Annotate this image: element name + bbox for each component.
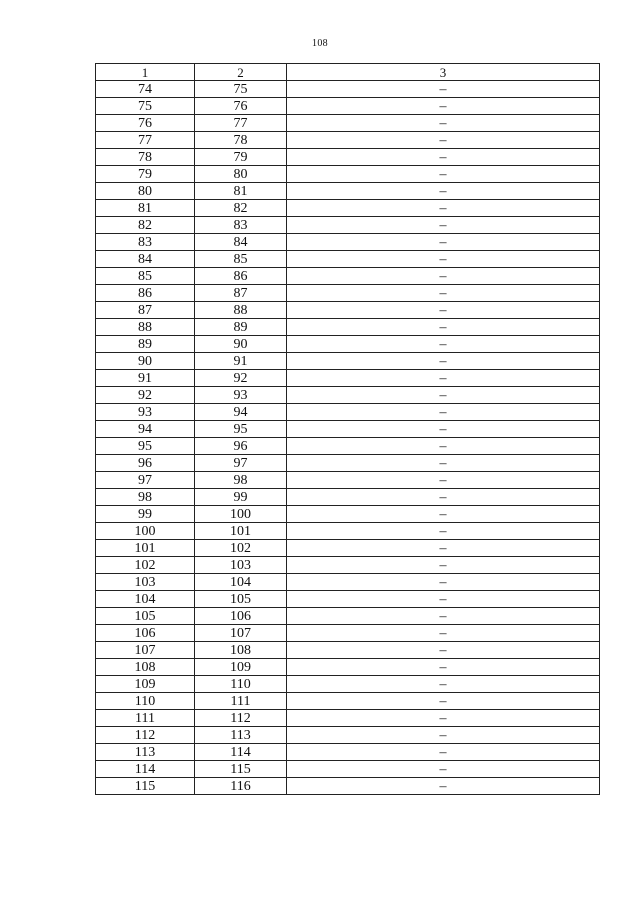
- table-cell-col-3: –: [287, 523, 600, 540]
- table-row: [96, 319, 600, 336]
- table-cell-col-3: –: [287, 200, 600, 217]
- table-cell-col-1: 110: [96, 693, 195, 710]
- table-row: [96, 710, 600, 727]
- table-cell-col-2: 110: [195, 676, 287, 693]
- table-row: [96, 404, 600, 421]
- table-cell-col-3: –: [287, 710, 600, 727]
- table-cell-col-2: 97: [195, 455, 287, 472]
- table-cell-col-3: –: [287, 489, 600, 506]
- table-cell-col-1: 90: [96, 353, 195, 370]
- table-cell-col-1: 83: [96, 234, 195, 251]
- table-cell-col-2: 78: [195, 132, 287, 149]
- table-cell-col-2: 87: [195, 285, 287, 302]
- table-cell-col-2: 108: [195, 642, 287, 659]
- table-row: [96, 217, 600, 234]
- table-cell-col-1: 76: [96, 115, 195, 132]
- page-number: 108: [312, 38, 328, 49]
- table-cell-col-1: 92: [96, 387, 195, 404]
- table-cell-col-2: 79: [195, 149, 287, 166]
- table-cell-col-2: 81: [195, 183, 287, 200]
- table-cell-col-1: 109: [96, 676, 195, 693]
- table-row: [96, 268, 600, 285]
- table-cell-col-3: –: [287, 336, 600, 353]
- table-cell-col-1: 113: [96, 744, 195, 761]
- table-cell-col-1: 80: [96, 183, 195, 200]
- table-cell-col-3: –: [287, 166, 600, 183]
- table-cell-col-1: 88: [96, 319, 195, 336]
- table-cell-col-1: 87: [96, 302, 195, 319]
- table-row: [96, 557, 600, 574]
- table-row: [96, 166, 600, 183]
- table-cell-col-2: 82: [195, 200, 287, 217]
- table-cell-col-3: –: [287, 506, 600, 523]
- table-cell-col-1: 111: [96, 710, 195, 727]
- table-cell-col-2: 85: [195, 251, 287, 268]
- table-row: [96, 438, 600, 455]
- table-cell-col-2: 115: [195, 761, 287, 778]
- table-cell-col-1: 98: [96, 489, 195, 506]
- table-cell-col-1: 104: [96, 591, 195, 608]
- table-row: [96, 744, 600, 761]
- table-row: [96, 387, 600, 404]
- table-cell-col-3: –: [287, 285, 600, 302]
- table-cell-col-2: 109: [195, 659, 287, 676]
- table-row: [96, 149, 600, 166]
- table-cell-col-3: –: [287, 540, 600, 557]
- table-cell-col-3: –: [287, 574, 600, 591]
- table-cell-col-2: 113: [195, 727, 287, 744]
- table-cell-col-3: –: [287, 370, 600, 387]
- table-row: [96, 251, 600, 268]
- table-cell-col-2: 86: [195, 268, 287, 285]
- table-cell-col-2: 105: [195, 591, 287, 608]
- table-cell-col-3: –: [287, 149, 600, 166]
- table-cell-col-1: 99: [96, 506, 195, 523]
- table-cell-col-3: –: [287, 132, 600, 149]
- table-cell-col-1: 81: [96, 200, 195, 217]
- table-row: [96, 523, 600, 540]
- table-cell-col-2: 91: [195, 353, 287, 370]
- table-cell-col-3: –: [287, 251, 600, 268]
- table-cell-col-3: –: [287, 693, 600, 710]
- table-cell-col-3: –: [287, 302, 600, 319]
- table-cell-col-1: 89: [96, 336, 195, 353]
- table-row: [96, 659, 600, 676]
- table-cell-col-2: 96: [195, 438, 287, 455]
- table-cell-col-1: 112: [96, 727, 195, 744]
- table-row: [96, 183, 600, 200]
- table-cell-col-3: –: [287, 421, 600, 438]
- table-header: [96, 64, 600, 81]
- table-row: [96, 591, 600, 608]
- table-cell-col-1: 74: [96, 81, 195, 98]
- table-cell-col-2: 104: [195, 574, 287, 591]
- table-row: [96, 506, 600, 523]
- table-cell-col-2: 111: [195, 693, 287, 710]
- table-cell-col-3: –: [287, 404, 600, 421]
- table-cell-col-1: 91: [96, 370, 195, 387]
- table-cell-col-3: –: [287, 625, 600, 642]
- table-row: [96, 489, 600, 506]
- table-cell-col-1: 108: [96, 659, 195, 676]
- table-cell-col-1: 115: [96, 778, 195, 795]
- column-header-1: 1: [96, 64, 195, 81]
- table-cell-col-2: 114: [195, 744, 287, 761]
- table-cell-col-3: –: [287, 234, 600, 251]
- table-row: [96, 285, 600, 302]
- table-row: [96, 336, 600, 353]
- table-row: [96, 540, 600, 557]
- table-row: [96, 693, 600, 710]
- table-cell-col-1: 97: [96, 472, 195, 489]
- table-row: [96, 302, 600, 319]
- table-body: [96, 81, 600, 795]
- table-cell-col-1: 82: [96, 217, 195, 234]
- table-cell-col-1: 101: [96, 540, 195, 557]
- table-row: [96, 676, 600, 693]
- table-cell-col-2: 101: [195, 523, 287, 540]
- column-header-2: 2: [195, 64, 287, 81]
- table-cell-col-1: 79: [96, 166, 195, 183]
- table-row: [96, 81, 600, 98]
- table-cell-col-1: 100: [96, 523, 195, 540]
- table-cell-col-3: –: [287, 268, 600, 285]
- table-cell-col-2: 76: [195, 98, 287, 115]
- table-cell-col-1: 106: [96, 625, 195, 642]
- table-cell-col-2: 89: [195, 319, 287, 336]
- table-cell-col-3: –: [287, 761, 600, 778]
- table-cell-col-3: –: [287, 455, 600, 472]
- table-row: [96, 370, 600, 387]
- table-cell-col-1: 105: [96, 608, 195, 625]
- table-cell-col-3: –: [287, 387, 600, 404]
- table-cell-col-2: 80: [195, 166, 287, 183]
- table-row: [96, 98, 600, 115]
- table-cell-col-3: –: [287, 778, 600, 795]
- table-cell-col-3: –: [287, 115, 600, 132]
- table-cell-col-3: –: [287, 676, 600, 693]
- table-cell-col-3: –: [287, 659, 600, 676]
- table-row: [96, 642, 600, 659]
- table-cell-col-2: 112: [195, 710, 287, 727]
- table-row: [96, 761, 600, 778]
- table-cell-col-2: 93: [195, 387, 287, 404]
- table-row: [96, 353, 600, 370]
- table-cell-col-3: –: [287, 98, 600, 115]
- table-row: [96, 608, 600, 625]
- table-cell-col-2: 90: [195, 336, 287, 353]
- table-cell-col-3: –: [287, 557, 600, 574]
- table-cell-col-2: 95: [195, 421, 287, 438]
- table-cell-col-1: 84: [96, 251, 195, 268]
- table-cell-col-3: –: [287, 183, 600, 200]
- table-cell-col-2: 75: [195, 81, 287, 98]
- table-cell-col-1: 94: [96, 421, 195, 438]
- table-cell-col-3: –: [287, 472, 600, 489]
- table-row: [96, 472, 600, 489]
- table-row: [96, 421, 600, 438]
- table-row: [96, 727, 600, 744]
- table-cell-col-3: –: [287, 608, 600, 625]
- table-row: [96, 574, 600, 591]
- table-cell-col-1: 96: [96, 455, 195, 472]
- table-header-row: [96, 64, 600, 81]
- table-cell-col-2: 99: [195, 489, 287, 506]
- table-cell-col-3: –: [287, 727, 600, 744]
- table-cell-col-3: –: [287, 591, 600, 608]
- table-row: [96, 200, 600, 217]
- table-cell-col-2: 77: [195, 115, 287, 132]
- table-cell-col-1: 93: [96, 404, 195, 421]
- table-cell-col-2: 103: [195, 557, 287, 574]
- data-table: [95, 63, 600, 795]
- table-cell-col-3: –: [287, 744, 600, 761]
- table-cell-col-3: –: [287, 353, 600, 370]
- table-cell-col-2: 107: [195, 625, 287, 642]
- table-cell-col-2: 116: [195, 778, 287, 795]
- table-cell-col-1: 102: [96, 557, 195, 574]
- column-header-3: 3: [287, 64, 600, 81]
- table-cell-col-2: 83: [195, 217, 287, 234]
- table-row: [96, 455, 600, 472]
- table-cell-col-2: 106: [195, 608, 287, 625]
- table-cell-col-2: 92: [195, 370, 287, 387]
- table-cell-col-3: –: [287, 81, 600, 98]
- table-cell-col-1: 86: [96, 285, 195, 302]
- table-cell-col-2: 88: [195, 302, 287, 319]
- table-cell-col-1: 107: [96, 642, 195, 659]
- table-cell-col-1: 103: [96, 574, 195, 591]
- table-cell-col-1: 75: [96, 98, 195, 115]
- table-cell-col-3: –: [287, 217, 600, 234]
- table-cell-col-2: 98: [195, 472, 287, 489]
- table-cell-col-1: 95: [96, 438, 195, 455]
- table-cell-col-2: 94: [195, 404, 287, 421]
- table-cell-col-1: 77: [96, 132, 195, 149]
- table-cell-col-2: 84: [195, 234, 287, 251]
- table-cell-col-3: –: [287, 438, 600, 455]
- table-cell-col-3: –: [287, 642, 600, 659]
- table-row: [96, 132, 600, 149]
- table-row: [96, 115, 600, 132]
- table-cell-col-2: 102: [195, 540, 287, 557]
- table-cell-col-1: 114: [96, 761, 195, 778]
- table-cell-col-1: 85: [96, 268, 195, 285]
- table-cell-col-2: 100: [195, 506, 287, 523]
- table-cell-col-1: 78: [96, 149, 195, 166]
- table-row: [96, 234, 600, 251]
- table-row: [96, 778, 600, 795]
- table-cell-col-3: –: [287, 319, 600, 336]
- table-row: [96, 625, 600, 642]
